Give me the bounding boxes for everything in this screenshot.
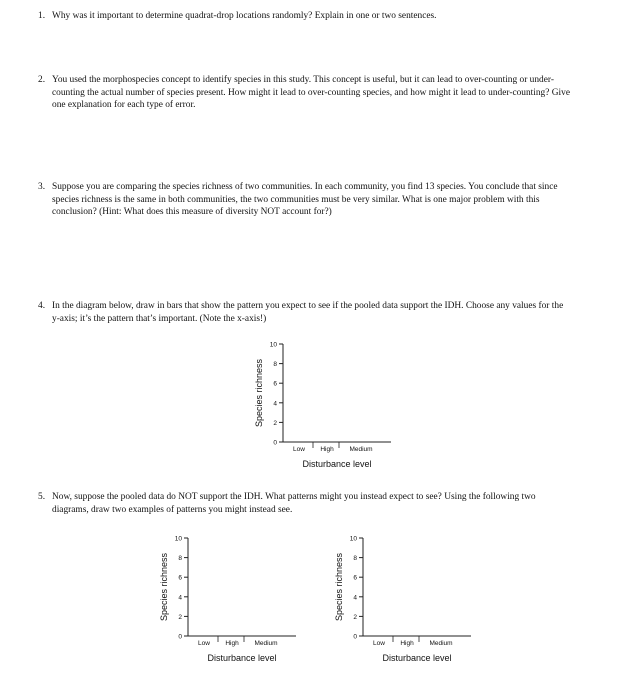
- y-tick-label: 6: [353, 574, 357, 582]
- y-tick-label: 4: [178, 594, 182, 602]
- y-tick-label: 0: [353, 633, 357, 641]
- question-number: 1.: [38, 11, 46, 21]
- alternative-pattern-plot-1[interactable]: [150, 532, 310, 677]
- question-number: 2.: [38, 75, 46, 85]
- question-text: In the diagram below, draw in bars that show the pattern you expect to see if the pooled data support the IDH. Choose any values for the y-axis; it’s the pattern that’s important. (Note the x-axis!): [52, 301, 564, 324]
- y-tick-label: 6: [178, 574, 182, 582]
- alternative-pattern-plot-2[interactable]: [325, 532, 485, 677]
- x-category-label: Low: [373, 640, 385, 647]
- x-category-label: Medium: [429, 640, 453, 647]
- alternative-pattern-axes-2[interactable]: [325, 532, 485, 672]
- y-tick-label: 4: [273, 400, 277, 408]
- y-axis-title: Species richness: [159, 552, 169, 622]
- y-tick-label: 8: [353, 555, 357, 563]
- y-tick-label: 2: [353, 613, 357, 621]
- question-number: 3.: [38, 182, 46, 192]
- x-axis-title: Disturbance level: [207, 653, 277, 663]
- y-tick-label: 6: [273, 380, 277, 388]
- question-1: [38, 10, 572, 23]
- x-category-label: Low: [293, 446, 305, 453]
- y-tick-label: 0: [178, 633, 182, 641]
- x-category-label: Low: [198, 640, 210, 647]
- y-tick-label: 10: [269, 341, 277, 349]
- y-tick-label: 2: [178, 613, 182, 621]
- y-tick-label: 2: [273, 419, 277, 427]
- question-5: [38, 491, 572, 516]
- x-category-label: Medium: [254, 640, 278, 647]
- idh-support-plot[interactable]: [245, 338, 405, 483]
- alternative-pattern-axes-1[interactable]: [150, 532, 310, 672]
- x-category-label: High: [320, 446, 334, 453]
- x-axis-title: Disturbance level: [382, 653, 452, 663]
- y-axis-title: Species richness: [334, 552, 344, 622]
- question-text: You used the morphospecies concept to identify species in this study. This concept is useful, but it can lead to over-counting or under-counting the actual number of species present. How might it lead to over-counting species, and how might it lead to under-counting? Give one explanation for each type of error.: [52, 75, 570, 110]
- question-number: 4.: [38, 301, 46, 311]
- x-category-label: High: [400, 640, 414, 647]
- question-text: Why was it important to determine quadrat-drop locations randomly? Explain in one or two sentences.: [52, 11, 437, 21]
- question-number: 5.: [38, 492, 46, 502]
- y-tick-label: 10: [349, 535, 357, 543]
- y-tick-label: 10: [174, 535, 182, 543]
- y-axis-title: Species richness: [254, 358, 264, 428]
- y-tick-label: 4: [353, 594, 357, 602]
- question-2: [38, 74, 572, 112]
- question-3: [38, 181, 572, 219]
- idh-support-axes[interactable]: [245, 338, 405, 478]
- y-tick-label: 8: [178, 555, 182, 563]
- question-4: [38, 300, 572, 325]
- y-tick-label: 0: [273, 439, 277, 447]
- x-category-label: Medium: [349, 446, 373, 453]
- x-axis-title: Disturbance level: [302, 459, 372, 469]
- y-tick-label: 8: [273, 361, 277, 369]
- question-text: Now, suppose the pooled data do NOT support the IDH. What patterns might you instead expect to see? Using the following two diagrams, draw two examples of patterns you might instead see.: [52, 492, 536, 515]
- question-text: Suppose you are comparing the species richness of two communities. In each community, you find 13 species. You conclude that since species richness is the same in both communities, the two communities must be very similar. What is one major problem with this conclusion? (Hint: What does this measure of diversity NOT account for?): [52, 182, 558, 217]
- x-category-label: High: [225, 640, 239, 647]
